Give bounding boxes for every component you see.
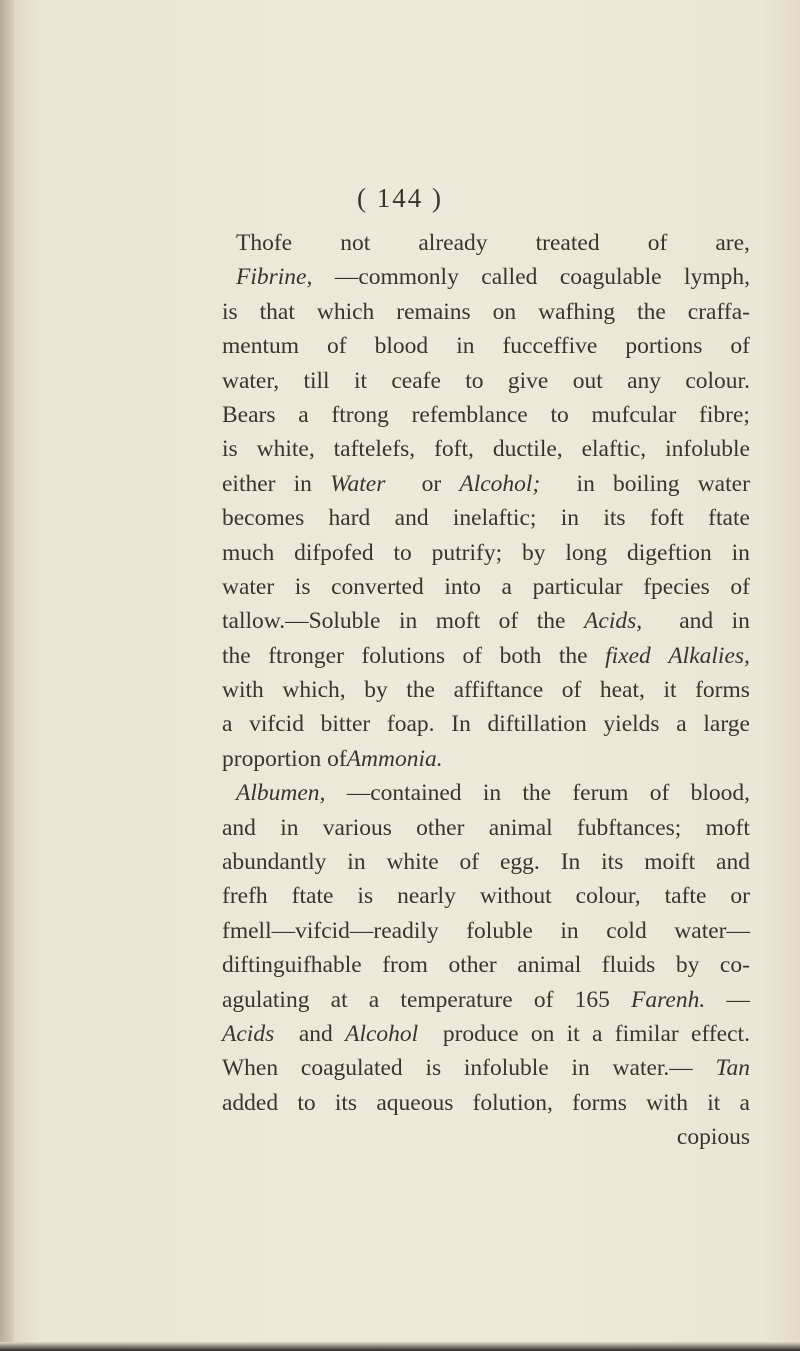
text-span: in xyxy=(576,470,595,497)
text-span: yields xyxy=(603,711,660,738)
text-span: water, xyxy=(222,367,280,394)
text-span: —contained xyxy=(346,780,462,807)
text-span: water.— xyxy=(612,1055,693,1082)
text-span: a xyxy=(676,711,687,738)
text-span: much xyxy=(222,539,275,566)
text-line xyxy=(222,983,750,1017)
italic-text: Tan xyxy=(715,1055,750,1082)
text-span: difpofed xyxy=(294,539,374,566)
text-span: In xyxy=(451,711,471,738)
text-line xyxy=(222,432,750,466)
text-span: co- xyxy=(719,952,750,979)
text-span: to xyxy=(465,367,484,394)
text-span: blood xyxy=(374,333,429,360)
text-span: white, xyxy=(256,436,315,463)
text-span: to xyxy=(393,539,412,566)
text-span: called xyxy=(481,264,538,291)
text-line xyxy=(222,914,750,948)
text-span: of xyxy=(459,849,480,876)
body-text xyxy=(222,226,750,1155)
text-span: out xyxy=(572,367,603,394)
text-span: water xyxy=(697,470,750,497)
text-span: fucceffive xyxy=(502,333,598,360)
text-span: coagulated xyxy=(300,1055,403,1082)
text-span: foft xyxy=(649,505,684,532)
text-span: of xyxy=(730,333,750,360)
text-span: it xyxy=(566,1020,580,1047)
text-span: is xyxy=(222,298,238,325)
text-span: wafhing xyxy=(538,298,616,325)
text-span: which, xyxy=(282,677,346,704)
text-span: cold xyxy=(606,917,647,944)
text-span: frefh xyxy=(222,883,268,910)
text-line xyxy=(222,604,750,638)
text-span: any xyxy=(627,367,661,394)
text-span: When xyxy=(222,1055,279,1082)
text-span: it xyxy=(663,677,677,704)
text-span: temperature xyxy=(400,986,513,1013)
text-span: becomes xyxy=(222,505,305,532)
text-span: is xyxy=(425,1055,442,1082)
text-span: in xyxy=(398,608,418,635)
text-span: or xyxy=(421,470,442,497)
text-span: the xyxy=(558,642,588,669)
page-number: ( 144 ) xyxy=(357,183,443,213)
text-span: ftate xyxy=(291,883,334,910)
text-line xyxy=(222,776,750,810)
text-span: fimilar xyxy=(614,1020,679,1047)
text-span: white xyxy=(386,849,439,876)
text-span: is xyxy=(222,436,238,463)
text-span: in xyxy=(560,917,579,944)
text-span: In xyxy=(560,849,581,876)
text-span: vifcid xyxy=(249,711,304,738)
text-span: infoluble xyxy=(665,436,750,463)
text-span: the xyxy=(637,298,666,325)
italic-text: Albumen, xyxy=(236,780,326,807)
text-span: is xyxy=(357,883,374,910)
text-line xyxy=(222,364,750,398)
text-span: or xyxy=(730,883,750,910)
text-span: blood, xyxy=(690,780,750,807)
text-line xyxy=(222,329,750,363)
text-span: proportion of xyxy=(222,745,347,772)
text-span: folutions xyxy=(361,642,445,669)
text-span: moft xyxy=(705,814,750,841)
text-line xyxy=(222,570,750,604)
text-span: ftate xyxy=(708,505,750,532)
text-span: animal xyxy=(517,952,582,979)
text-span: various xyxy=(322,814,392,841)
italic-text: Alcohol; xyxy=(459,470,541,497)
text-span: in xyxy=(571,1055,590,1082)
text-line xyxy=(222,1017,750,1051)
text-span: of xyxy=(533,986,554,1013)
text-span: forms xyxy=(572,1089,627,1116)
text-span: other xyxy=(448,952,497,979)
text-span: and xyxy=(394,505,429,532)
text-span: a xyxy=(298,401,309,428)
text-span: colour. xyxy=(685,367,750,394)
text-span: agulating xyxy=(222,986,310,1013)
text-span: refemblance xyxy=(411,401,528,428)
text-span: water xyxy=(222,573,275,600)
text-span: of xyxy=(649,780,670,807)
text-span: into xyxy=(444,573,481,600)
text-span: egg. xyxy=(500,849,540,876)
text-span: the xyxy=(222,642,251,669)
text-span: of xyxy=(498,608,519,635)
text-span: give xyxy=(507,367,549,394)
text-span: and xyxy=(679,608,714,635)
text-span: putrify; xyxy=(431,539,503,566)
text-span: Thofe xyxy=(236,230,293,256)
text-span: ftrong xyxy=(331,401,389,428)
text-span: on xyxy=(530,1020,555,1047)
text-span: from xyxy=(382,952,428,979)
italic-text: Farenh. xyxy=(631,986,706,1013)
text-line xyxy=(222,1120,750,1154)
text-span: fibre; xyxy=(699,401,750,428)
italic-text: Alkalies, xyxy=(668,642,750,669)
text-span: are, xyxy=(715,230,750,256)
text-span: till xyxy=(303,367,330,394)
text-span: with xyxy=(646,1089,688,1116)
text-span: —commonly xyxy=(334,264,459,291)
text-span: a xyxy=(739,1089,750,1116)
text-span: added xyxy=(222,1089,279,1116)
text-span: — xyxy=(726,986,750,1013)
text-span: moft xyxy=(435,608,481,635)
text-span: in xyxy=(280,814,299,841)
text-line xyxy=(222,501,750,535)
text-span: infoluble xyxy=(463,1055,549,1082)
text-span: effect. xyxy=(691,1020,750,1047)
text-span: of xyxy=(561,677,582,704)
text-span: in xyxy=(456,333,475,360)
text-span: fubftances; xyxy=(576,814,682,841)
text-span: in xyxy=(293,470,312,497)
text-span: portions xyxy=(625,333,703,360)
text-span: ceafe xyxy=(391,367,441,394)
text-span: boiling xyxy=(612,470,680,497)
text-span: is xyxy=(294,573,311,600)
italic-text: fixed xyxy=(605,642,651,669)
text-span: particular xyxy=(532,573,623,600)
text-span: of xyxy=(327,333,347,360)
text-span: Bears xyxy=(222,401,276,428)
text-span: fluids xyxy=(601,952,656,979)
text-span: foluble xyxy=(466,917,533,944)
text-span: digeftion xyxy=(626,539,712,566)
text-span: its xyxy=(603,505,626,532)
text-span: moift xyxy=(644,849,696,876)
text-span: and xyxy=(298,1020,333,1047)
text-span: mufcular xyxy=(591,401,677,428)
text-line xyxy=(222,673,750,707)
text-span: in xyxy=(482,780,502,807)
text-span: to xyxy=(297,1089,316,1116)
text-line xyxy=(222,639,750,673)
text-span: by xyxy=(364,677,388,704)
text-line xyxy=(222,948,750,982)
text-span: a xyxy=(501,573,512,600)
text-span: the xyxy=(406,677,435,704)
text-span: tallow.—Soluble xyxy=(222,608,381,635)
text-span: 165 xyxy=(574,986,610,1013)
text-line xyxy=(222,295,750,329)
text-span: ftronger xyxy=(268,642,344,669)
text-span: converted xyxy=(331,573,424,600)
text-span: tafte xyxy=(664,883,707,910)
text-span: which xyxy=(316,298,375,325)
italic-text: Acids xyxy=(222,1020,275,1047)
text-span: foap. xyxy=(386,711,435,738)
text-span: folution, xyxy=(472,1089,553,1116)
text-span: colour, xyxy=(575,883,641,910)
text-span: mentum xyxy=(222,333,300,360)
text-line xyxy=(222,226,750,260)
text-span: a xyxy=(368,986,380,1013)
text-span: to xyxy=(550,401,569,428)
text-span: heat, xyxy=(599,677,645,704)
text-span: foft, xyxy=(434,436,474,463)
text-span: without xyxy=(479,883,552,910)
text-span: coagulable xyxy=(559,264,662,291)
text-span: bitter xyxy=(320,711,371,738)
text-span: taftelefs, xyxy=(333,436,416,463)
text-line xyxy=(222,536,750,570)
text-span: diftillation xyxy=(487,711,587,738)
text-span: lymph, xyxy=(684,264,750,291)
text-line xyxy=(222,742,750,776)
text-span: inelaftic; xyxy=(452,505,537,532)
text-span: affiftance xyxy=(453,677,544,704)
text-span: large xyxy=(703,711,750,738)
text-line xyxy=(222,467,750,501)
italic-text: Acids, xyxy=(584,608,643,635)
text-span: abundantly xyxy=(222,849,327,876)
text-span: and xyxy=(222,814,256,841)
text-span: remains xyxy=(396,298,471,325)
text-span: in xyxy=(731,608,750,635)
text-span: by xyxy=(675,952,700,979)
text-line xyxy=(222,260,750,294)
text-span: already xyxy=(418,230,488,256)
text-span: it xyxy=(707,1089,721,1116)
text-line xyxy=(222,879,750,913)
text-span: its xyxy=(334,1089,358,1116)
text-line xyxy=(222,1051,750,1085)
text-span: nearly xyxy=(397,883,456,910)
italic-text: Ammonia. xyxy=(346,745,443,772)
text-span: other xyxy=(416,814,465,841)
text-span: with xyxy=(222,677,264,704)
text-span: copious xyxy=(676,1124,750,1151)
text-span: craffa- xyxy=(687,298,750,325)
text-line xyxy=(222,398,750,432)
text-span: the xyxy=(536,608,566,635)
text-span: hard xyxy=(328,505,371,532)
text-span: produce xyxy=(442,1020,519,1047)
text-span: and xyxy=(716,849,750,876)
text-line xyxy=(222,845,750,879)
text-span: fmell—vifcid—readily xyxy=(222,917,439,944)
text-span: a xyxy=(222,711,233,738)
text-span: treated xyxy=(535,230,600,256)
text-span: it xyxy=(353,367,367,394)
text-span: of xyxy=(730,573,750,600)
text-line xyxy=(222,811,750,845)
text-span: elaftic, xyxy=(581,436,647,463)
italic-text: Alcohol xyxy=(345,1020,419,1047)
text-span: long xyxy=(565,539,608,566)
text-span: diftinguifhable xyxy=(222,952,362,979)
text-span: a xyxy=(592,1020,603,1047)
italic-text: Fibrine, xyxy=(236,264,313,291)
text-span: either xyxy=(222,470,276,497)
text-span: forms xyxy=(695,677,750,704)
text-span: ductile, xyxy=(492,436,563,463)
text-span: water— xyxy=(674,917,750,944)
text-span: both xyxy=(499,642,542,669)
text-span: its xyxy=(601,849,624,876)
text-span: not xyxy=(340,230,371,256)
text-line xyxy=(222,707,750,741)
text-span: of xyxy=(647,230,668,256)
text-span: in xyxy=(731,539,750,566)
text-span: fpecies xyxy=(643,573,710,600)
text-span: that xyxy=(259,298,295,325)
text-span: of xyxy=(462,642,483,669)
page-bottom-edge xyxy=(0,1342,800,1351)
text-span: the xyxy=(522,780,552,807)
text-span: at xyxy=(330,986,348,1013)
text-span: by xyxy=(522,539,546,566)
text-line xyxy=(222,1086,750,1120)
text-span: animal xyxy=(488,814,553,841)
text-span: in xyxy=(560,505,580,532)
text-span: aqueous xyxy=(376,1089,454,1116)
text-span: in xyxy=(347,849,366,876)
text-span: ferum xyxy=(572,780,629,807)
text-span: on xyxy=(492,298,517,325)
italic-text: Water xyxy=(330,470,386,497)
